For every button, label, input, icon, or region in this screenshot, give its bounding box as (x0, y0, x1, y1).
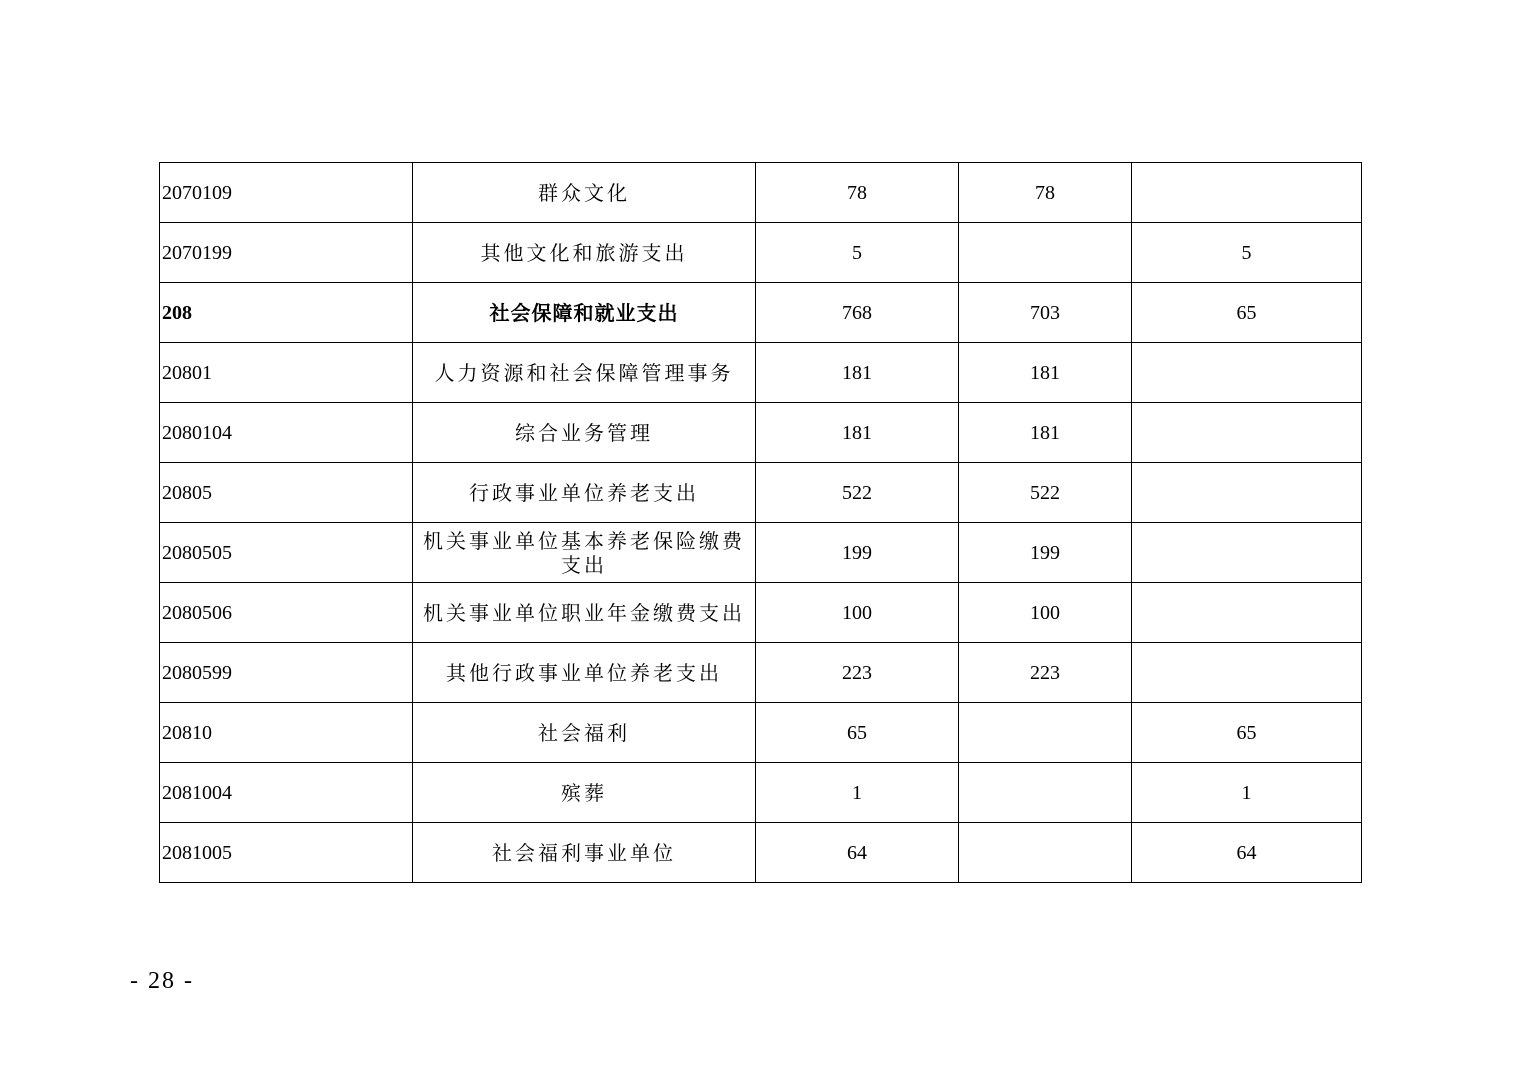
row-project-cell: 5 (1132, 223, 1362, 283)
row-code-cell: 2081004 (160, 763, 413, 823)
row-project-cell: 1 (1132, 763, 1362, 823)
row-code-cell: 2080506 (160, 583, 413, 643)
row-project-cell (1132, 523, 1362, 583)
page-number: - 28 - (130, 968, 194, 994)
row-name-cell: 社会福利事业单位 (413, 823, 756, 883)
row-project-cell (1132, 403, 1362, 463)
table-row (160, 583, 1362, 643)
table-row (160, 763, 1362, 823)
table-row (160, 463, 1362, 523)
row-code-cell: 2081005 (160, 823, 413, 883)
budget-table (159, 162, 1362, 883)
row-total-cell: 65 (756, 703, 959, 763)
row-basic-cell: 522 (959, 463, 1132, 523)
row-project-cell (1132, 163, 1362, 223)
row-name-cell: 机关事业单位职业年金缴费支出 (413, 583, 756, 643)
row-name-cell: 社会福利 (413, 703, 756, 763)
table-row (160, 223, 1362, 283)
row-basic-cell: 78 (959, 163, 1132, 223)
row-name-cell: 机关事业单位基本养老保险缴费支出 (413, 523, 756, 583)
row-total-cell: 768 (756, 283, 959, 343)
row-name-cell: 行政事业单位养老支出 (413, 463, 756, 523)
row-project-cell: 65 (1132, 703, 1362, 763)
row-code-cell: 20805 (160, 463, 413, 523)
row-total-cell: 64 (756, 823, 959, 883)
table-row (160, 823, 1362, 883)
row-code-cell: 20810 (160, 703, 413, 763)
row-name-cell: 群众文化 (413, 163, 756, 223)
table-row (160, 343, 1362, 403)
table-row (160, 283, 1362, 343)
table-row (160, 523, 1362, 583)
row-project-cell: 64 (1132, 823, 1362, 883)
row-name-cell: 综合业务管理 (413, 403, 756, 463)
row-total-cell: 1 (756, 763, 959, 823)
row-basic-cell (959, 823, 1132, 883)
row-total-cell: 181 (756, 343, 959, 403)
row-basic-cell (959, 763, 1132, 823)
row-total-cell: 199 (756, 523, 959, 583)
row-code-cell: 2080505 (160, 523, 413, 583)
row-total-cell: 78 (756, 163, 959, 223)
row-code-cell: 2080104 (160, 403, 413, 463)
table-row (160, 703, 1362, 763)
table-row (160, 403, 1362, 463)
row-basic-cell: 100 (959, 583, 1132, 643)
row-code-cell: 20801 (160, 343, 413, 403)
table-row (160, 643, 1362, 703)
row-basic-cell: 181 (959, 343, 1132, 403)
row-project-cell (1132, 343, 1362, 403)
row-code-cell: 2080599 (160, 643, 413, 703)
row-total-cell: 100 (756, 583, 959, 643)
row-total-cell: 522 (756, 463, 959, 523)
row-name-cell: 其他文化和旅游支出 (413, 223, 756, 283)
row-project-cell: 65 (1132, 283, 1362, 343)
row-code-cell: 2070199 (160, 223, 413, 283)
row-total-cell: 181 (756, 403, 959, 463)
row-project-cell (1132, 463, 1362, 523)
row-code-cell: 2070109 (160, 163, 413, 223)
row-name-cell: 人力资源和社会保障管理事务 (413, 343, 756, 403)
row-name-cell: 殡葬 (413, 763, 756, 823)
row-basic-cell: 181 (959, 403, 1132, 463)
row-basic-cell (959, 223, 1132, 283)
row-basic-cell: 703 (959, 283, 1132, 343)
table-row (160, 163, 1362, 223)
row-basic-cell: 199 (959, 523, 1132, 583)
row-project-cell (1132, 643, 1362, 703)
row-name-cell: 社会保障和就业支出 (413, 283, 756, 343)
row-project-cell (1132, 583, 1362, 643)
row-name-cell: 其他行政事业单位养老支出 (413, 643, 756, 703)
budget-table-body (160, 163, 1362, 883)
row-basic-cell (959, 703, 1132, 763)
row-total-cell: 5 (756, 223, 959, 283)
row-code-cell: 208 (160, 283, 413, 343)
row-basic-cell: 223 (959, 643, 1132, 703)
row-total-cell: 223 (756, 643, 959, 703)
